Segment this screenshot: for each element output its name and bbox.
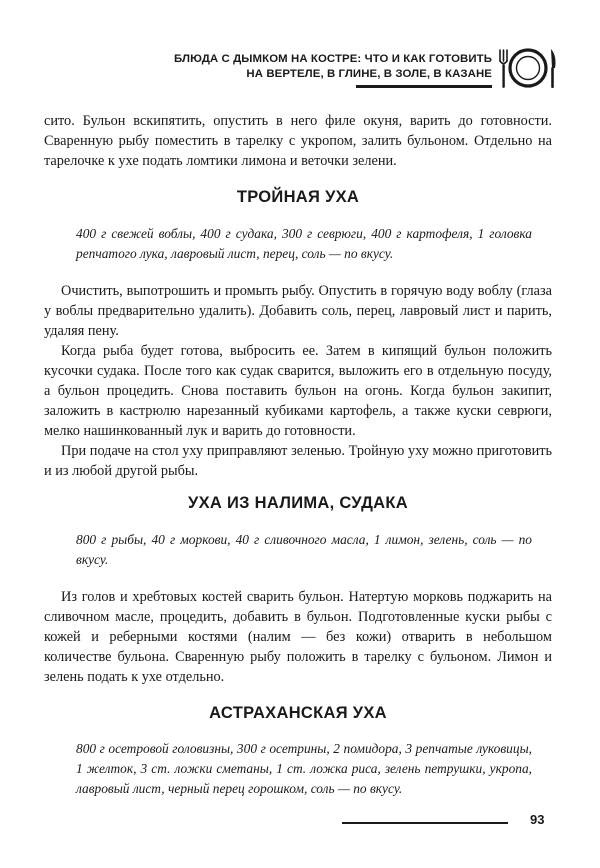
cutlery-plate-icon	[496, 44, 560, 92]
recipe-title-astrakhan: АСТРАХАНСКАЯ УХА	[209, 704, 387, 722]
ingredients-troynaya: 400 г свежей воблы, 400 г судака, 300 г севрюги, 400 г картофеля, 1 головка репчатого лука, лавровый лист, перец, соль — по вкусу.	[76, 226, 532, 261]
method-nalim	[44, 587, 552, 687]
ingredients-astrakhan: 800 г осетровой головизны, 300 г осетрины, 2 помидора, 3 репчатые луковицы, 1 желток, 3 ст. ложки сметаны, 1 ст. ложка риса, зелень петрушки, укропа, лавровый лист, черный перец горошком, соль — по вкусу.	[76, 741, 532, 796]
ingredients-nalim: 800 г рыбы, 40 г моркови, 40 г сливочного масла, 1 лимон, зелень, соль — по вкусу.	[76, 532, 532, 567]
recipe-title-troynaya: ТРОЙНАЯ УХА	[236, 188, 360, 206]
footer-rule	[342, 822, 508, 824]
header-rule	[356, 85, 492, 88]
header-title-line1: БЛЮДА С ДЫМКОМ НА КОСТРЕ: ЧТО И КАК ГОТОВИТЬ	[174, 53, 492, 65]
intro-text	[44, 111, 552, 171]
running-header	[0, 44, 600, 94]
method-troynaya	[44, 281, 552, 481]
method-paragraph: Очистить, выпотрошить и промыть рыбу. Опустить в горячую воду воблу (глаза у воблы предварительно удалить). Добавить соль, перец, лавровый лист и парить, удаляя пену.	[44, 283, 552, 339]
page-number: 93	[530, 812, 545, 827]
method-paragraph: При подаче на стол уху приправляют зеленью. Тройную уху можно приготовить и из любой другой рыбы.	[44, 443, 552, 479]
intro-paragraph: сито. Бульон вскипятить, опустить в него филе окуня, варить до готовности. Сваренную рыбу поместить в тарелку с укропом, залить бульоном. Отдельно на тарелочке к ухе подать ломтики лимона и веточки зелени.	[44, 113, 552, 169]
method-paragraph: Когда рыба будет готова, выбросить ее. Затем в кипящий бульон положить кусочки судака. После того как судак сварится, выложить его в отдельную посуду, а бульон процедить. Снова поставить бульон на огонь. Когда бульон закипит, заложить в кастрюлю нарезанный кубиками картофель, а также куски севрюги, мелко нашинкованный лук и варить до готовности.	[44, 343, 552, 439]
header-title-line2: НА ВЕРТЕЛЕ, В ГЛИНЕ, В ЗОЛЕ, В КАЗАНЕ	[246, 68, 492, 80]
recipe-title-nalim: УХА ИЗ НАЛИМА, СУДАКА	[188, 494, 408, 512]
method-paragraph: Из голов и хребтовых костей сварить бульон. Натертую морковь поджарить на сливочном масле, процедить, добавить в бульон. Подготовленные куски рыбы с кожей и реберными костями (налим — без кожи) отварить в небольшом количестве бульона. Сваренную рыбу положить в тарелку с бульоном. Лимон и зелень подать к ухе отдельно.	[44, 589, 552, 685]
